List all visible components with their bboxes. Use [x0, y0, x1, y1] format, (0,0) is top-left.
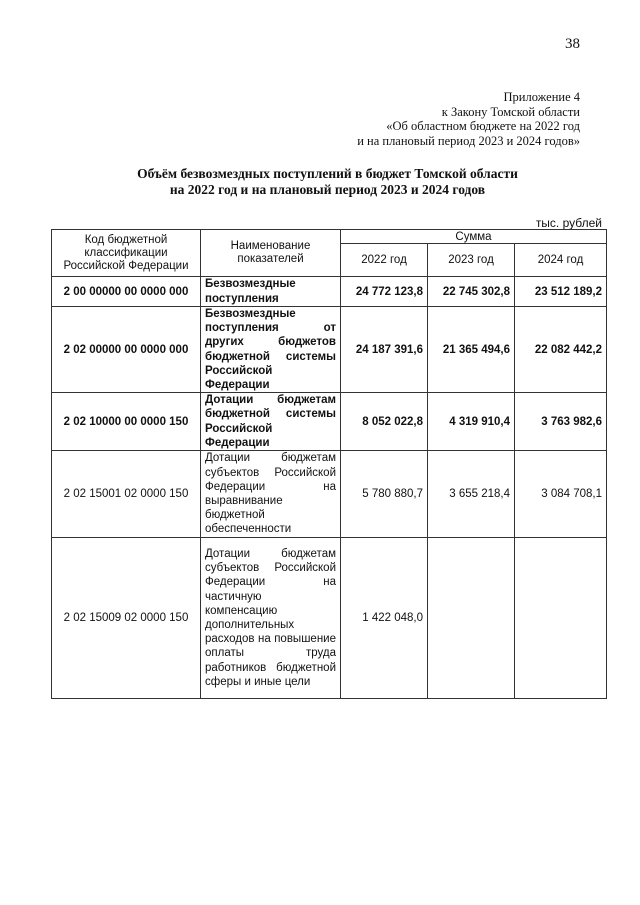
document-title [50, 166, 605, 198]
header-code: Код бюджетной классификации Российской Федерации [52, 230, 201, 277]
header-name: Наименование показателей [201, 230, 341, 277]
cell-2024: 22 082 442,2 [515, 307, 607, 393]
cell-2023: 4 319 910,4 [428, 393, 515, 451]
cell-2022: 1 422 048,0 [341, 538, 428, 699]
cell-name: Безвозмездные поступления от других бюджетов бюджетной системы Российской Федерации [201, 307, 341, 393]
header-year-2023: 2023 год [428, 244, 515, 277]
table-row [52, 538, 607, 699]
cell-2023: 21 365 494,6 [428, 307, 515, 393]
cell-2023: 22 745 302,8 [428, 277, 515, 307]
cell-2024: 23 512 189,2 [515, 277, 607, 307]
units-label: тыс. рублей [535, 216, 602, 230]
header-year-2022: 2022 год [341, 244, 428, 277]
cell-2024: 3 084 708,1 [515, 451, 607, 538]
header-sum: Сумма [341, 230, 607, 244]
cell-2022: 5 780 880,7 [341, 451, 428, 538]
cell-code: 2 02 15009 02 0000 150 [52, 538, 201, 699]
cell-2024: 3 763 982,6 [515, 393, 607, 451]
title-line: Объём безвозмездных поступлений в бюджет Томской области [137, 166, 518, 181]
cell-code: 2 02 15001 02 0000 150 [52, 451, 201, 538]
header-year-2024: 2024 год [515, 244, 607, 277]
cell-name: Дотации бюджетам субъектов Российской Федерации на частичную компенсацию дополнительных расходов на повышение оплаты труда работников бюджетной сферы и иные цели [201, 538, 341, 699]
cell-2023 [428, 538, 515, 699]
budget-table [51, 229, 607, 699]
cell-2022: 24 187 391,6 [341, 307, 428, 393]
cell-code: 2 02 10000 00 0000 150 [52, 393, 201, 451]
table-row [52, 451, 607, 538]
table-row [52, 393, 607, 451]
appendix-line: и на плановый период 2023 и 2024 годов» [357, 133, 580, 148]
appendix-line: к Закону Томской области [441, 104, 580, 119]
cell-name: Дотации бюджетам бюджетной системы Российской Федерации [201, 393, 341, 451]
cell-name: Безвозмездные поступления [201, 277, 341, 307]
cell-2023: 3 655 218,4 [428, 451, 515, 538]
appendix-line: «Об областном бюджете на 2022 год [386, 119, 580, 133]
page-number: 38 [565, 36, 580, 52]
cell-2022: 24 772 123,8 [341, 277, 428, 307]
cell-name: Дотации бюджетам субъектов Российской Федерации на выравнивание бюджетной обеспеченности [201, 451, 341, 538]
cell-2022: 8 052 022,8 [341, 393, 428, 451]
cell-2024 [515, 538, 607, 699]
cell-code: 2 00 00000 00 0000 000 [52, 277, 201, 307]
appendix-block [260, 90, 580, 148]
cell-code: 2 02 00000 00 0000 000 [52, 307, 201, 393]
table-row [52, 277, 607, 307]
table-row [52, 307, 607, 393]
appendix-line: Приложение 4 [503, 90, 580, 104]
title-line: на 2022 год и на плановый период 2023 и 2024 годов [169, 182, 486, 197]
